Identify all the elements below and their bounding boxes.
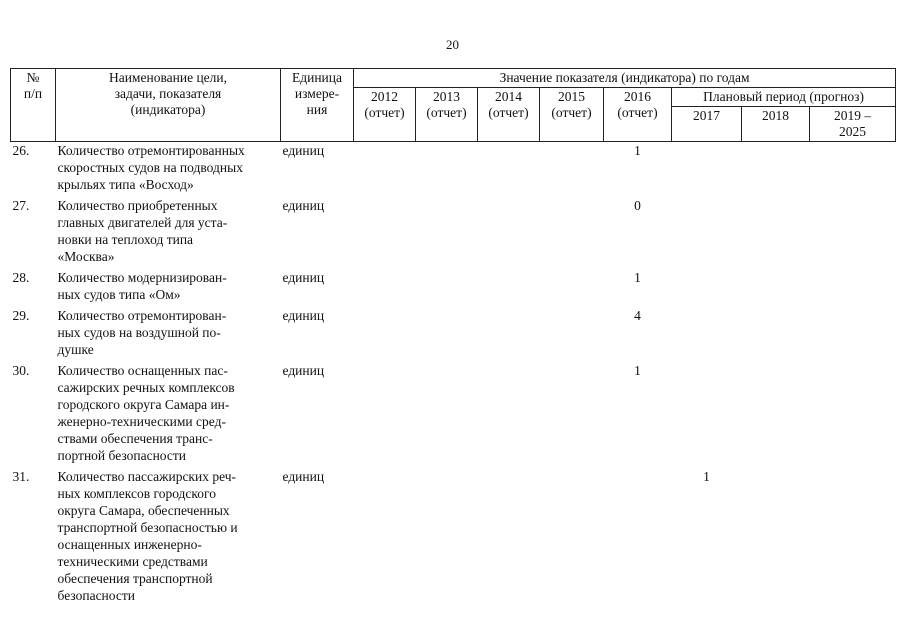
- row-value-2017: [672, 142, 742, 194]
- header-year-2016: 2016 (отчет): [604, 88, 672, 142]
- row-value-2016: 1: [634, 363, 641, 378]
- row-unit: единиц: [282, 469, 325, 484]
- row-value-2014: [478, 307, 540, 358]
- row-value-2019-2025: [810, 307, 896, 358]
- row-value-2015: [540, 197, 604, 265]
- row-indicator-name: [56, 142, 281, 194]
- indicator-name-line: ствами обеспечения транс-: [57, 431, 213, 446]
- row-number: 30.: [12, 363, 30, 378]
- row-value-2013: [416, 142, 478, 194]
- header-year-2014: 2014 (отчет): [478, 88, 540, 142]
- indicator-name-line: Количество модернизирован-: [57, 270, 227, 285]
- row-value-2019-2025: [810, 197, 896, 265]
- indicator-name-line: Количество приобретенных: [57, 198, 218, 213]
- row-value-2018: [742, 468, 810, 604]
- row-value-2016: 4: [634, 308, 641, 323]
- header-name: Наименование цели, задачи, показателя (индикатора): [56, 69, 281, 142]
- row-indicator-name: [56, 197, 281, 265]
- row-value-2014: [478, 269, 540, 303]
- header-num: № п/п: [11, 69, 56, 142]
- table-row: [11, 468, 896, 604]
- row-unit: единиц: [282, 143, 325, 158]
- row-number: 28.: [12, 270, 30, 285]
- row-value-2012: [354, 142, 416, 194]
- row-indicator-name: [56, 468, 281, 604]
- header-planned-title: Плановый период (прогноз): [672, 88, 896, 107]
- indicator-name-line: ных судов на воздушной по-: [57, 325, 221, 340]
- row-value-2019-2025: [810, 142, 896, 194]
- row-value-2013: [416, 269, 478, 303]
- row-value-2016: 0: [634, 198, 641, 213]
- row-value-2016: 1: [634, 270, 641, 285]
- indicator-name-line: «Москва»: [57, 249, 115, 264]
- indicator-name-line: оснащенных инженерно-: [57, 537, 202, 552]
- indicator-name-line: новки на теплоход типа: [57, 232, 194, 247]
- row-value-2012: [354, 468, 416, 604]
- row-value-2015: [540, 362, 604, 464]
- row-value-2012: [354, 269, 416, 303]
- row-value-2012: [354, 197, 416, 265]
- row-value-2012: [354, 307, 416, 358]
- row-value-2015: [540, 269, 604, 303]
- row-value-2012: [354, 362, 416, 464]
- table-header: [11, 69, 896, 142]
- indicator-name-line: портной безопасности: [57, 448, 187, 463]
- table-row: [11, 362, 896, 464]
- row-indicator-name: [56, 362, 281, 464]
- indicator-name-line: ных комплексов городского: [57, 486, 216, 501]
- indicator-name-line: обеспечения транспортной: [57, 571, 213, 586]
- indicator-name-line: Количество оснащенных пас-: [57, 363, 228, 378]
- indicator-name-line: транспортной безопасностью и: [57, 520, 238, 535]
- row-value-2016: 1: [634, 143, 641, 158]
- table-row: [11, 307, 896, 358]
- table-row: [11, 197, 896, 265]
- page-number: 20: [446, 37, 459, 52]
- row-value-2013: [416, 362, 478, 464]
- row-unit: единиц: [282, 363, 325, 378]
- header-values-title: Значение показателя (индикатора) по годам: [354, 69, 896, 88]
- row-value-2013: [416, 468, 478, 604]
- row-value-2018: [742, 142, 810, 194]
- row-value-2017: [672, 269, 742, 303]
- table-body: [11, 142, 896, 605]
- row-value-2015: [540, 142, 604, 194]
- indicator-name-line: Количество отремонтирован-: [57, 308, 227, 323]
- row-number: 31.: [12, 469, 30, 484]
- table-row: [11, 269, 896, 303]
- row-unit: единиц: [282, 270, 325, 285]
- header-year-2018: 2018: [742, 107, 810, 142]
- row-value-2015: [540, 307, 604, 358]
- row-unit: единиц: [282, 198, 325, 213]
- indicator-name-line: безопасности: [57, 588, 135, 603]
- row-value-2017: 1: [703, 469, 710, 484]
- row-number: 29.: [12, 308, 30, 323]
- row-value-2017: [672, 197, 742, 265]
- indicator-name-line: округа Самара, обеспеченных: [57, 503, 230, 518]
- row-indicator-name: [56, 269, 281, 303]
- indicators-table: [10, 68, 896, 604]
- row-value-2019-2025: [810, 269, 896, 303]
- row-value-2014: [478, 142, 540, 194]
- table-row: [11, 142, 896, 194]
- row-value-2019-2025: [810, 362, 896, 464]
- header-year-2015: 2015 (отчет): [540, 88, 604, 142]
- row-value-2018: [742, 362, 810, 464]
- row-value-2017: [672, 362, 742, 464]
- row-value-2019-2025: [810, 468, 896, 604]
- indicator-name-line: крыльях типа «Восход»: [57, 177, 194, 192]
- row-value-2017: [672, 307, 742, 358]
- row-value-2018: [742, 197, 810, 265]
- indicator-name-line: Количество пассажирских реч-: [57, 469, 237, 484]
- row-value-2013: [416, 307, 478, 358]
- row-number: 27.: [12, 198, 30, 213]
- row-value-2014: [478, 468, 540, 604]
- row-value-2014: [478, 362, 540, 464]
- header-year-2012: 2012 (отчет): [354, 88, 416, 142]
- row-value-2016: [604, 468, 672, 604]
- row-value-2014: [478, 197, 540, 265]
- header-year-2013: 2013 (отчет): [416, 88, 478, 142]
- row-number: 26.: [12, 143, 30, 158]
- header-unit: Единица измере- ния: [281, 69, 354, 142]
- row-value-2015: [540, 468, 604, 604]
- header-year-2019-2025: 2019 – 2025: [810, 107, 896, 142]
- indicator-name-line: ных судов типа «Ом»: [57, 287, 181, 302]
- indicator-name-line: главных двигателей для уста-: [57, 215, 228, 230]
- row-unit: единиц: [282, 308, 325, 323]
- indicator-name-line: сажирских речных комплексов: [57, 380, 235, 395]
- row-indicator-name: [56, 307, 281, 358]
- indicator-name-line: Количество отремонтированных: [57, 143, 245, 158]
- row-value-2018: [742, 269, 810, 303]
- indicator-name-line: душке: [57, 342, 94, 357]
- row-value-2013: [416, 197, 478, 265]
- indicator-name-line: скоростных судов на подводных: [57, 160, 243, 175]
- indicator-name-line: городского округа Самара ин-: [57, 397, 230, 412]
- row-value-2018: [742, 307, 810, 358]
- indicator-name-line: техническими средствами: [57, 554, 208, 569]
- header-year-2017: 2017: [672, 107, 742, 142]
- indicator-name-line: женерно-техническими сред-: [57, 414, 226, 429]
